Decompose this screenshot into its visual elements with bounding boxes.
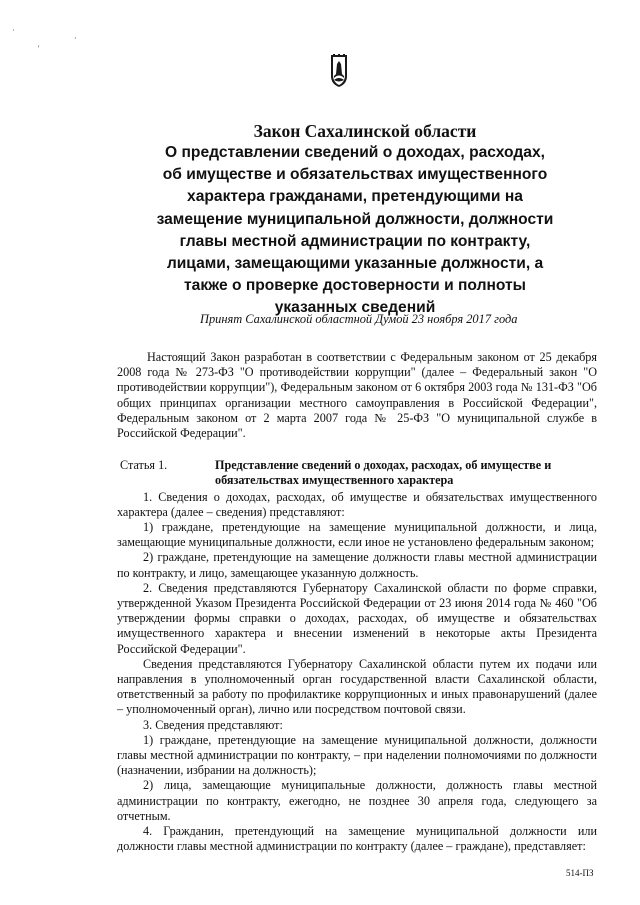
page-code: 514-ПЗ <box>566 868 594 878</box>
paragraph: 2) граждане, претендующие на замещение должности главы местной администрации по контракту, и лицо, замещающее указанную должность. <box>117 550 597 580</box>
document-body <box>117 350 597 855</box>
article-header <box>117 458 597 488</box>
paragraph: 1) граждане, претендующие на замещение муниципальной должности, должности главы местной администрации по контракту, – при наделении полномочиями по должности (назначении, избрании на должность); <box>117 732 597 778</box>
adoption-note: Принят Сахалинской областной Думой 23 ноября 2017 года <box>200 312 518 326</box>
document-title <box>120 120 590 320</box>
scan-mark: ' <box>38 44 40 53</box>
article-number: Статья 1. <box>120 458 168 473</box>
paragraph: 1. Сведения о доходах, расходах, об имуществе и обязательствах имущественного характера (далее – сведения) представляют: <box>117 489 597 519</box>
paragraph: 1) граждане, претендующие на замещение муниципальной должности, и лица, замещающие муниципальные должности, если иное не установлено федеральным законом; <box>117 520 597 550</box>
law-subject-line: характера гражданами, претендующими на <box>187 188 523 206</box>
law-subject-line: главы местной администрации по контракту, <box>179 232 531 250</box>
law-title: Закон Сахалинской области <box>253 121 477 141</box>
intro-paragraph: Настоящий Закон разработан в соответствии с Федеральным законом от 25 декабря 2008 года № 273-ФЗ "О противодействии коррупции" (далее – Федеральный закон "О противодействии коррупции"), Федеральным законом от 6 октября 2003 года № 131-ФЗ "Об общих принципах организации местного самоуправления в Российской Федерации", Федеральным законом от 2 марта 2007 года № 25-ФЗ "О муниципальной службе в Российской Федерации". <box>117 350 597 441</box>
paragraph: 2. Сведения представляются Губернатору Сахалинской области по форме справки, утвержденной Указом Президента Российской Федерации от 23 июня 2014 года № 460 "Об утверждении формы справки о доходах, расходах, об имуществе и обязательствах имущественного характера и внесении изменений в некоторые акты Президента Российской Федерации". <box>117 580 597 656</box>
paragraph: 3. Сведения представляют: <box>143 717 283 732</box>
paragraph: 4. Гражданин, претендующий на замещение муниципальной должности или должности главы местной администрации по контракту (далее – граждане), представляет: <box>117 824 597 854</box>
law-subject-line: об имуществе и обязательствах имущественного <box>162 166 548 184</box>
paragraph: Сведения представляются Губернатору Сахалинской области путем их подачи или направления в уполномоченный орган государственной власти Сахалинской области, ответственный за работу по профилактике коррупционных и иных правонарушений (далее – уполномоченный орган), лично или посредством почтовой связи. <box>117 656 597 717</box>
law-subject-line: также о проверке достоверности и полноты <box>184 277 526 295</box>
law-subject-line: замещение муниципальной должности, должности <box>156 210 554 228</box>
law-subject-line: указанных сведений <box>274 299 436 317</box>
law-subject-line: О представлении сведений о доходах, расходах, <box>165 144 545 161</box>
scan-mark: · <box>74 34 77 43</box>
scan-mark: · <box>12 26 15 35</box>
law-subject-line: лицами, замещающими указанные должности, а <box>166 255 544 273</box>
article-heading: Представление сведений о доходах, расходах, об имуществе и обязательствах имущественного характера <box>215 458 552 488</box>
paragraph: 2) лица, замещающие муниципальные должности, должность главы местной администрации по контракту, ежегодно, не позднее 30 апреля года, следующего за отчетным. <box>117 778 597 823</box>
sakhalin-coat-of-arms-icon <box>329 54 349 88</box>
